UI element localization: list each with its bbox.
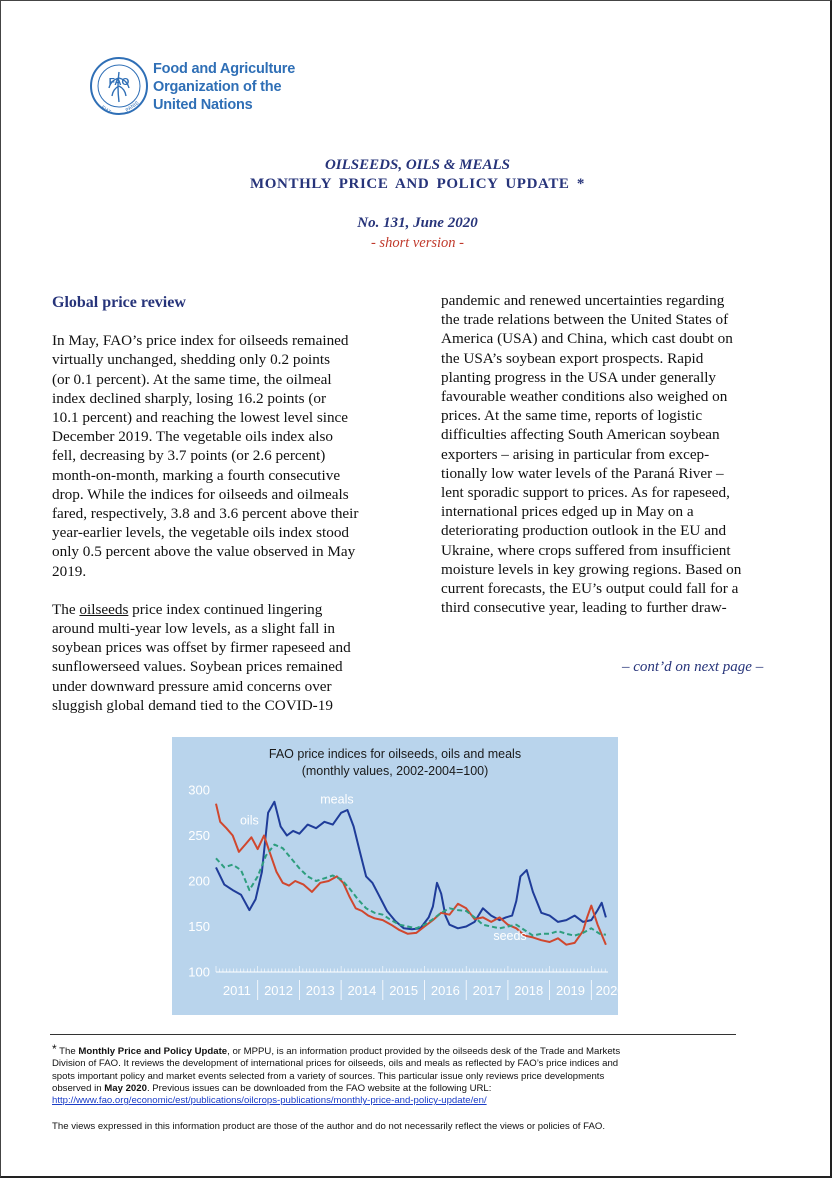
footnote-line-3: spots important policy and market events selected from a variety of sources. This particular issue only reviews price developments bbox=[52, 1070, 605, 1082]
continued-note: – cont’d on next page – bbox=[622, 659, 764, 675]
right-column-line-1: pandemic and renewed uncertainties regarding bbox=[441, 292, 725, 309]
paragraph-1-line-2: virtually unchanged, shedding only 0.2 points bbox=[52, 351, 330, 369]
publication-series: OILSEEDS, OILS & MEALS bbox=[324, 157, 511, 173]
right-column-line-8: difficulties affecting South American soybean bbox=[441, 426, 720, 444]
fao-website-link[interactable]: http://www.fao.org/economic/est/publications/oilcrops-publications/monthly-price-and-policy-update/en/ bbox=[52, 1095, 487, 1107]
right-column-line-6: favourable weather conditions also weighed on bbox=[441, 388, 728, 406]
paragraph-1-line-5: 10.1 percent) and reaching the lowest level since bbox=[52, 409, 349, 427]
x-tick-label: 2020 bbox=[595, 983, 625, 998]
right-column-line-17: third consecutive year, leading to further draw- bbox=[441, 599, 727, 617]
footnote-line-2: Division of FAO. It reviews the development of international prices for oilseeds, oils and meals as reflected by FAO’s price indices and bbox=[52, 1058, 619, 1070]
right-column-line-5: planting progress in the USA under generally bbox=[441, 368, 717, 386]
footnote-star: * bbox=[52, 1042, 57, 1056]
left-column bbox=[52, 293, 402, 734]
paragraph-2 bbox=[52, 600, 402, 715]
paragraph-2-line-4: under downward pressure amid concerns over bbox=[52, 677, 332, 695]
paragraph-1-line-1: In May, FAO’s price index for oilseeds remained bbox=[52, 332, 349, 350]
right-column-line-13: deteriorating production outlook in the EU and bbox=[441, 522, 727, 540]
x-tick-label: 2012 bbox=[264, 983, 294, 998]
logo-motto-left: FIAT bbox=[99, 104, 112, 116]
logo-text: FAO bbox=[108, 77, 130, 88]
paragraph-1-line-7: fell, decreasing by 3.7 points (or 2.6 percent) bbox=[52, 447, 326, 465]
chart-subtitle: (monthly values, 2002-2004=100) bbox=[301, 764, 489, 778]
series-label-meals: meals bbox=[320, 792, 354, 807]
y-tick-label: 300 bbox=[188, 782, 210, 798]
footnote-rule bbox=[50, 1034, 736, 1035]
right-column-line-7: prices. At the same time, reports of logistic bbox=[441, 407, 703, 425]
x-tick-label: 2017 bbox=[472, 983, 502, 998]
series-label-seeds: seeds bbox=[493, 929, 527, 944]
paragraph-2-line-2: soybean prices was offset by firmer rapeseed and bbox=[52, 639, 351, 657]
organization-name bbox=[153, 60, 295, 114]
fn-l4-c: . Previous issues can be downloaded from the FAO website at the following URL: bbox=[146, 1082, 492, 1094]
chart-title: FAO price indices for oilseeds, oils and meals bbox=[268, 747, 522, 761]
version-note: - short version - bbox=[370, 235, 465, 251]
x-tick-label: 2015 bbox=[389, 983, 419, 998]
y-tick-label: 150 bbox=[188, 919, 210, 934]
paragraph-1-line-10: fared, respectively, 3.8 and 3.6 percent above their bbox=[52, 505, 359, 523]
footnote-line-4 bbox=[52, 1083, 620, 1095]
fn-month: May 2020 bbox=[104, 1082, 147, 1094]
fao-logo bbox=[89, 56, 149, 116]
issue-number: No. 131, June 2020 bbox=[357, 215, 478, 231]
chart-background bbox=[172, 737, 618, 1015]
paragraph-1-line-12: only 0.5 percent above the value observed in May bbox=[52, 543, 356, 561]
right-column-line-10: tionally low water levels of the Paraná River – bbox=[441, 464, 724, 482]
paragraph-1-line-3: (or 0.1 percent). At the same time, the oilmeal bbox=[52, 370, 332, 388]
x-tick-label: 2018 bbox=[514, 983, 544, 998]
paragraph-1-line-9: drop. While the indices for oilseeds and oilmeals bbox=[52, 485, 349, 503]
y-tick-label: 250 bbox=[188, 828, 210, 843]
right-column-line-15: moisture levels in key growing regions. Based on bbox=[441, 560, 742, 578]
footnote bbox=[52, 1043, 620, 1107]
org-line-2: Organization of the bbox=[153, 79, 282, 95]
right-column-line-11: lent sporadic support to prices. As for rapeseed, bbox=[441, 484, 730, 502]
series-label-oils: oils bbox=[239, 813, 259, 828]
right-column-line-12: international prices edged up in May on a bbox=[441, 503, 694, 521]
right-column-line-14: Ukraine, where crops suffered from insufficient bbox=[441, 541, 731, 559]
price-index-chart bbox=[172, 737, 625, 1015]
paragraph-1-line-8: month-on-month, marking a fourth consecutive bbox=[52, 466, 341, 484]
fn-product-name: Monthly Price and Policy Update bbox=[78, 1046, 228, 1057]
y-tick-label: 200 bbox=[188, 873, 210, 889]
p2-suffix: price index continued lingering bbox=[128, 600, 323, 618]
right-column-line-16: current forecasts, the EU’s output could fall for a bbox=[441, 580, 739, 598]
paragraph-2-line-3: sunflowerseed values. Soybean prices remained bbox=[52, 658, 343, 676]
right-column-line-9: exporters – arising in particular from excep- bbox=[441, 445, 710, 463]
logo-motto-right: PANIS bbox=[124, 100, 141, 114]
oilseeds-term: oilseeds bbox=[79, 600, 129, 618]
paragraph-1-line-6: December 2019. The vegetable oils index also bbox=[52, 428, 334, 446]
section-heading: Global price review bbox=[52, 294, 186, 311]
paragraph-2-line-1: around multi-year low levels, as a slight fall in bbox=[52, 620, 336, 638]
x-tick-label: 2013 bbox=[305, 983, 335, 998]
paragraph-1-line-11: year-earlier levels, the vegetable oils index stood bbox=[52, 524, 350, 542]
fn-l1-a: The bbox=[56, 1046, 79, 1057]
right-column-line-4: the USA’s soybean export prospects. Rapid bbox=[441, 349, 704, 367]
paragraph-1-line-13: 2019. bbox=[52, 562, 87, 580]
y-tick-label: 100 bbox=[188, 964, 210, 980]
publication-title: MONTHLY PRICE AND POLICY UPDATE * bbox=[250, 176, 585, 192]
fn-l1-c: , or MPPU, is an information product provided by the oilseeds desk of the Trade and Markets bbox=[227, 1046, 621, 1057]
x-tick-label: 2011 bbox=[222, 983, 251, 998]
fn-l4-a: observed in bbox=[52, 1082, 105, 1094]
disclaimer: The views expressed in this information product are those of the author and do not necessarily reflect the views or policies of FAO. bbox=[52, 1121, 605, 1132]
right-column-line-3: America (USA) and China, which cast doubt on bbox=[441, 330, 733, 348]
x-tick-label: 2019 bbox=[556, 983, 585, 998]
paragraph-2-first-line bbox=[52, 600, 402, 619]
x-tick-label: 2014 bbox=[347, 983, 377, 998]
p2-prefix: The bbox=[52, 600, 80, 618]
x-tick-label: 2016 bbox=[430, 983, 460, 998]
right-column-line-2: the trade relations between the United States of bbox=[441, 311, 729, 329]
footnote-line-1 bbox=[52, 1043, 620, 1058]
org-line-1: Food and Agriculture bbox=[153, 61, 296, 77]
paragraph-1-line-4: index declined sharply, losing 16.2 points (or bbox=[52, 389, 327, 407]
paragraph-1 bbox=[52, 331, 402, 581]
paragraph-2-line-5: sluggish global demand tied to the COVID-19 bbox=[52, 696, 333, 714]
right-column bbox=[441, 291, 791, 617]
org-line-3: United Nations bbox=[153, 97, 253, 113]
